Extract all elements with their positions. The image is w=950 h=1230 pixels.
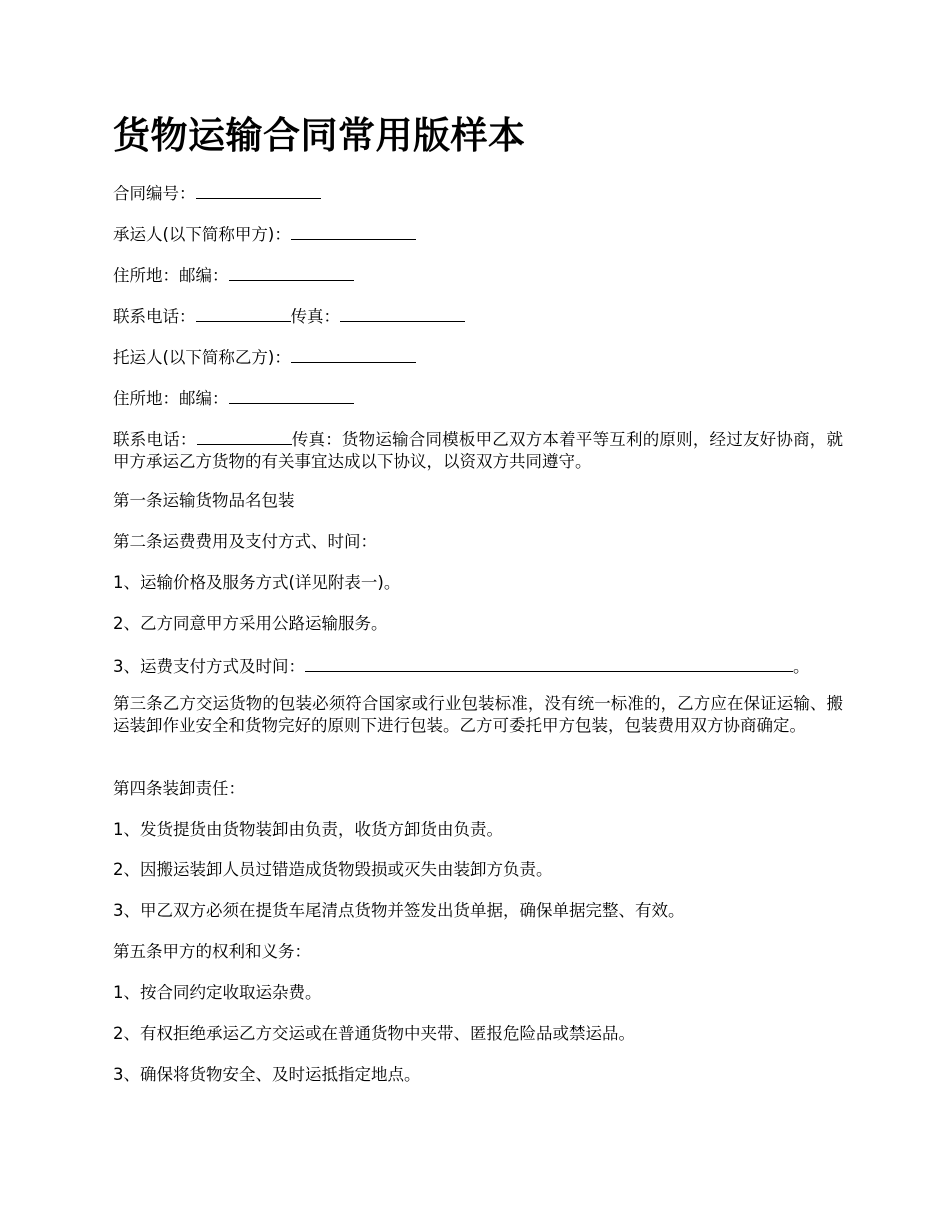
article-3-paragraph: 第三条乙方交运货物的包装必须符合国家或行业包装标准，没有统一标准的，乙方应在保证运输、搬运装卸作业安全和货物完好的原则下进行包装。乙方可委托甲方包装，包装费用双方协商确定。 [113, 694, 843, 735]
article-5-heading: 第五条甲方的权利和义务： [113, 942, 311, 961]
shipper-contact-paragraph [113, 427, 843, 473]
carrier-phone-label: 联系电话： [113, 307, 196, 326]
article-4-heading: 第四条装卸责任： [113, 779, 245, 798]
article-1-heading: 第一条运输货物品名包装 [113, 491, 295, 510]
carrier-address-blank[interactable] [229, 263, 354, 281]
article-4-item-1: 1、发货提货由货物装卸由负责，收货方卸货由负责。 [113, 820, 503, 839]
article-5-item-3: 3、确保将货物安全、及时运抵指定地点。 [113, 1065, 421, 1084]
carrier-address-line [113, 263, 843, 287]
carrier-phone-blank[interactable] [196, 304, 291, 322]
contract-number-line [113, 181, 843, 205]
article-5-item-1: 1、按合同约定收取运杂费。 [113, 983, 322, 1002]
document-title: 货物运输合同常用版样本 [113, 114, 526, 157]
article-2-item-3 [113, 654, 843, 678]
carrier-address-label: 住所地：邮编： [113, 266, 229, 285]
carrier-line [113, 222, 843, 246]
carrier-blank[interactable] [291, 222, 416, 240]
article-5-item-2: 2、有权拒绝承运乙方交运或在普通货物中夹带、匿报危险品或禁运品。 [113, 1024, 635, 1043]
article-2-heading: 第二条运费费用及支付方式、时间： [113, 532, 377, 551]
payment-method-end: 。 [793, 657, 810, 676]
shipper-address-blank[interactable] [229, 386, 354, 404]
shipper-fax-and-preamble: 传真：货物运输合同模板甲乙双方本着平等互利的原则，经过友好协商，就甲方承运乙方货物的有关事宜达成以下协议，以资双方共同遵守。 [113, 430, 844, 471]
payment-method-label: 3、运费支付方式及时间： [113, 657, 305, 676]
article-2-item-2: 2、乙方同意甲方采用公路运输服务。 [113, 614, 388, 633]
shipper-label: 托运人(以下简称乙方)： [113, 348, 291, 367]
shipper-address-label: 住所地：邮编： [113, 389, 229, 408]
carrier-label: 承运人(以下简称甲方)： [113, 225, 291, 244]
payment-method-blank[interactable] [305, 654, 793, 672]
shipper-address-line [113, 386, 843, 410]
carrier-contact-line [113, 304, 843, 328]
shipper-blank[interactable] [291, 345, 416, 363]
carrier-fax-label: 传真： [290, 307, 340, 326]
carrier-fax-blank[interactable] [340, 304, 465, 322]
article-2-item-1: 1、运输价格及服务方式(详见附表一)。 [113, 573, 401, 592]
article-4-item-3: 3、甲乙双方必须在提货车尾清点货物并签发出货单据，确保单据完整、有效。 [113, 901, 685, 920]
shipper-phone-blank[interactable] [197, 427, 292, 445]
shipper-line [113, 345, 843, 369]
shipper-phone-label: 联系电话： [113, 430, 197, 449]
contract-number-label: 合同编号： [113, 184, 196, 203]
article-4-item-2: 2、因搬运装卸人员过错造成货物毁损或灭失由装卸方负责。 [113, 860, 553, 879]
contract-number-blank[interactable] [196, 181, 321, 199]
